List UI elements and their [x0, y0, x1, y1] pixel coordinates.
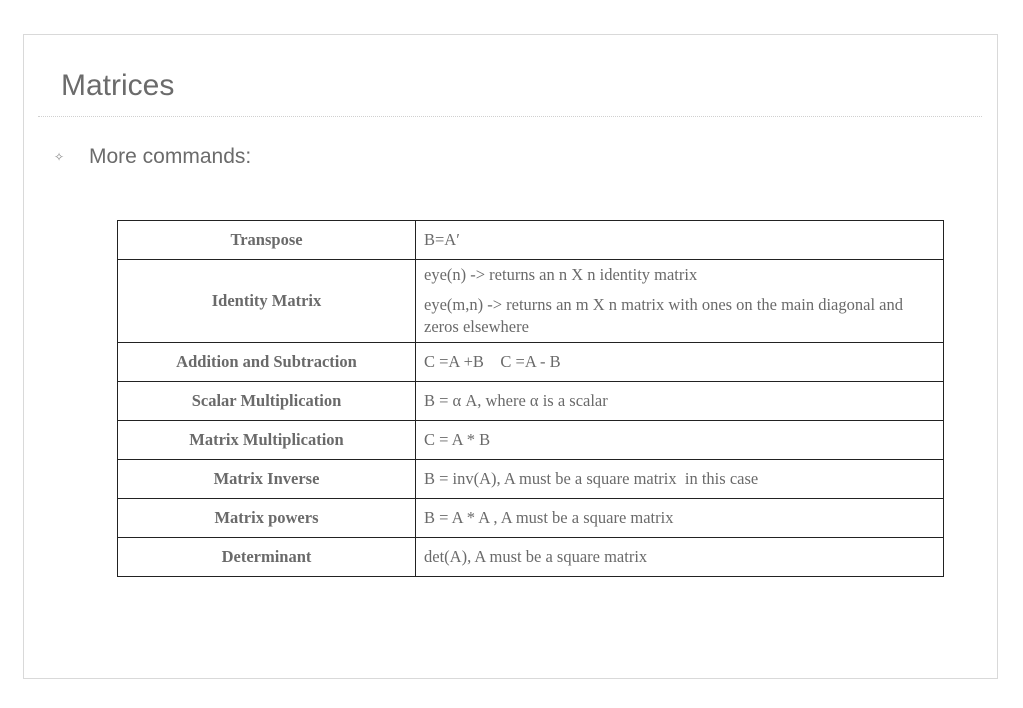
command-description — [416, 260, 944, 343]
command-description — [416, 460, 944, 499]
command-description — [416, 343, 944, 382]
command-name: Matrix powers — [118, 499, 416, 538]
command-name: Identity Matrix — [118, 260, 416, 343]
bullet-item — [54, 145, 251, 169]
table-row — [118, 460, 944, 499]
commands-table — [117, 220, 944, 577]
command-description — [416, 421, 944, 460]
table-row — [118, 538, 944, 577]
table-row — [118, 499, 944, 538]
table-row — [118, 382, 944, 421]
description-line: B = inv(A), A must be a square matrix in this case — [424, 469, 759, 488]
command-name: Transpose — [118, 221, 416, 260]
table-row — [118, 421, 944, 460]
command-description — [416, 382, 944, 421]
command-name: Scalar Multiplication — [118, 382, 416, 421]
description-line: B=A′ — [424, 230, 460, 249]
slide-title: Matrices — [61, 69, 175, 102]
description-line: B = α A, where α is a scalar — [424, 391, 608, 410]
diamond-bullet-icon: ✧ — [54, 150, 65, 164]
command-name: Determinant — [118, 538, 416, 577]
description-line: det(A), A must be a square matrix — [424, 547, 648, 566]
title-divider — [38, 116, 982, 117]
command-description — [416, 499, 944, 538]
command-name: Matrix Inverse — [118, 460, 416, 499]
command-name: Matrix Multiplication — [118, 421, 416, 460]
table-row — [118, 260, 944, 343]
table-row — [118, 221, 944, 260]
description-line: C =A +B C =A - B — [424, 352, 561, 371]
command-description — [416, 538, 944, 577]
slide — [23, 34, 998, 679]
description-line: eye(n) -> returns an n X n identity matrix — [424, 265, 698, 284]
command-description — [416, 221, 944, 260]
description-line: eye(m,n) -> returns an m X n matrix with ones on the main diagonal and zeros elsewhere — [424, 295, 903, 336]
table-row — [118, 343, 944, 382]
bullet-text: More commands: — [89, 145, 252, 168]
description-line: B = A * A , A must be a square matrix — [424, 508, 674, 527]
command-name: Addition and Subtraction — [118, 343, 416, 382]
description-line: C = A * B — [424, 430, 491, 449]
